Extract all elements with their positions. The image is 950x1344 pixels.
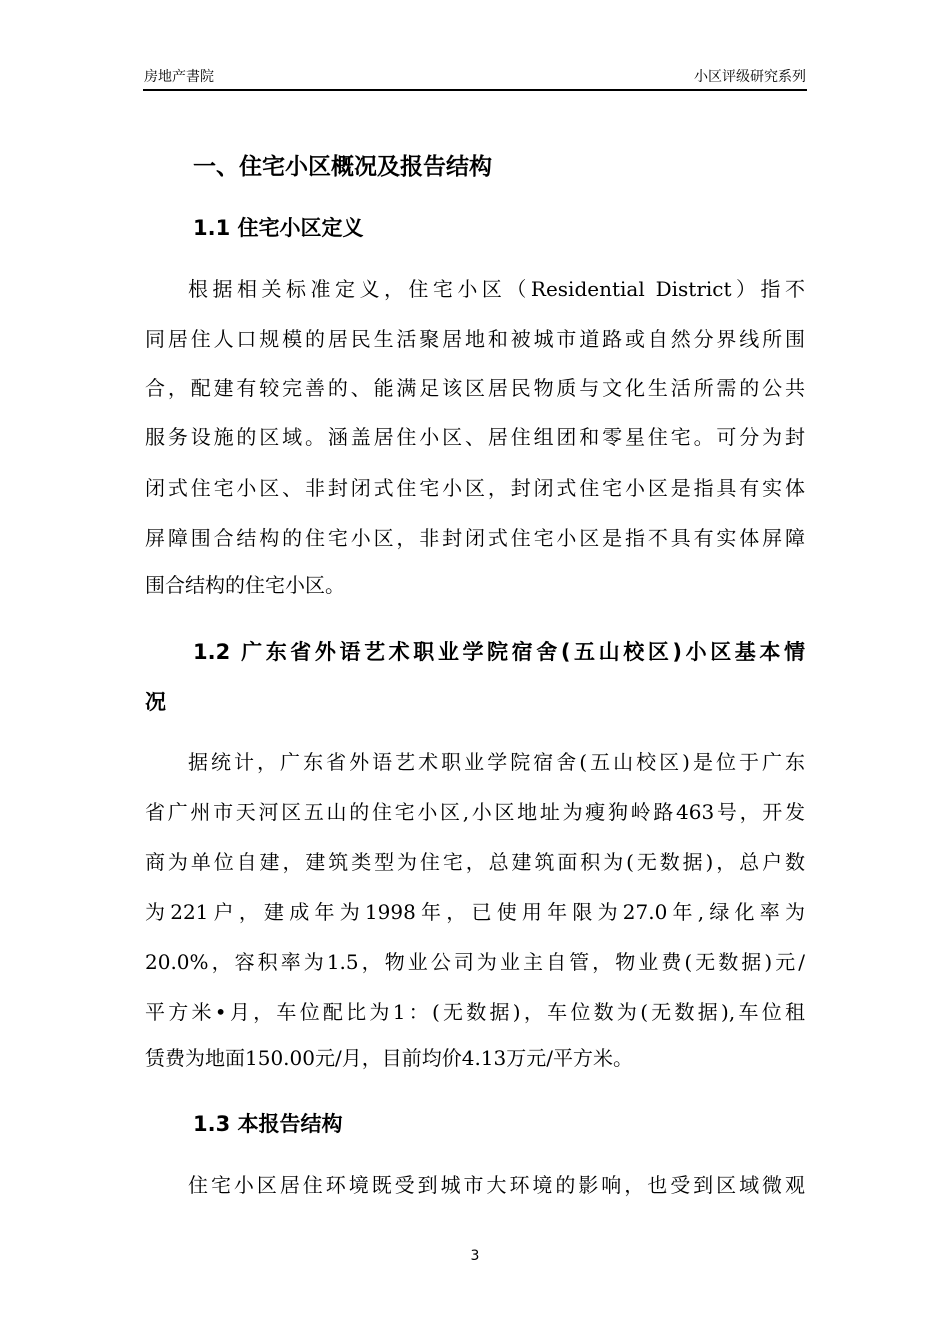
text-line: 省广州市天河区五山的住宅小区,小区地址为瘦狗岭路463号，开发	[145, 800, 805, 824]
text-line: 据统计，广东省外语艺术职业学院宿舍(五山校区)是位于广东	[188, 750, 805, 774]
heading-1-3: 1.3 本报告结构	[193, 1112, 343, 1136]
page-number: 3	[470, 1248, 480, 1264]
text-line: 围合结构的住宅小区。	[145, 573, 345, 597]
heading-1-1: 1.1 住宅小区定义	[193, 216, 364, 240]
heading-1-2-cont: 况	[145, 690, 166, 714]
text-line: 屏障围合结构的住宅小区，非封闭式住宅小区是指不具有实体屏障	[145, 526, 805, 550]
header-rule	[143, 89, 807, 91]
text-line: 服务设施的区域。涵盖居住小区、居住组团和零星住宅。可分为封	[145, 425, 805, 449]
text-line: 住宅小区居住环境既受到城市大环境的影响，也受到区域微观	[188, 1173, 805, 1197]
text-line: 根据相关标准定义，住宅小区（Residential District）指不	[188, 277, 805, 301]
text-line: 闭式住宅小区、非封闭式住宅小区，封闭式住宅小区是指具有实体	[145, 476, 805, 500]
text-line: 20.0%，容积率为1.5，物业公司为业主自管，物业费(无数据)元/	[145, 950, 805, 974]
text-line: 商为单位自建，建筑类型为住宅，总建筑面积为(无数据)，总户数	[145, 850, 805, 874]
section-title: 一、住宅小区概况及报告结构	[193, 154, 492, 180]
text-line: 为221户，建成年为1998年，已使用年限为27.0年,绿化率为	[145, 900, 805, 924]
header-left: 房地产書院	[144, 69, 214, 85]
text-line: 同居住人口规模的居民生活聚居地和被城市道路或自然分界线所围	[145, 327, 805, 351]
header-right: 小区评级研究系列	[694, 69, 806, 85]
text-line: 合，配建有较完善的、能满足该区居民物质与文化生活所需的公共	[145, 376, 805, 400]
heading-1-2: 1.2 广东省外语艺术职业学院宿舍(五山校区)小区基本情	[193, 640, 805, 664]
text-line: 赁费为地面150.00元/月，目前均价4.13万元/平方米。	[145, 1046, 633, 1070]
text-line: 平方米•月，车位配比为1：(无数据)，车位数为(无数据),车位租	[145, 1000, 805, 1024]
